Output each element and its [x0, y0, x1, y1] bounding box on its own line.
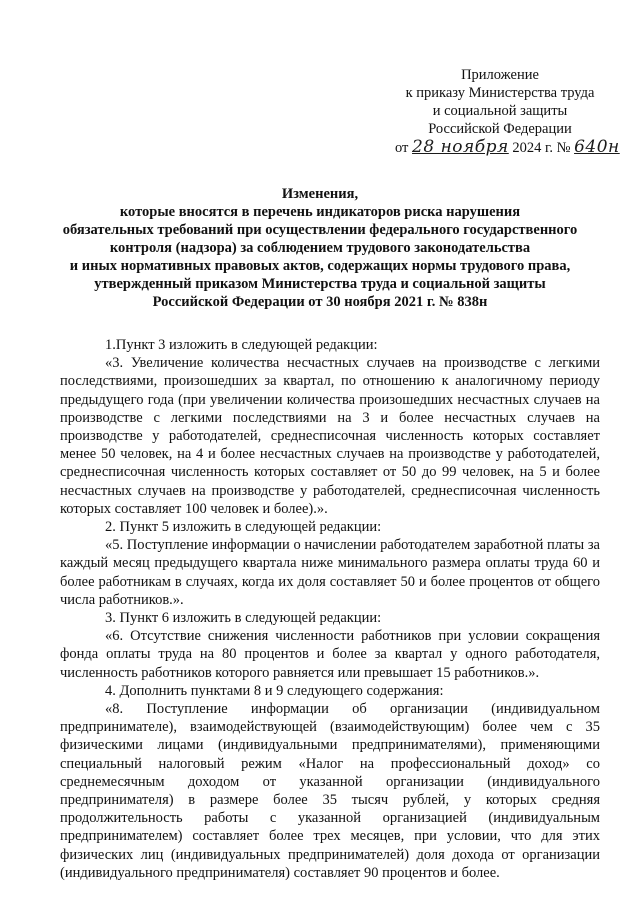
date-prefix: от — [395, 140, 409, 156]
title-line: которые вносятся в перечень индикаторов риска нарушения — [119, 204, 521, 220]
paragraph-item-2: 2. Пункт 5 изложить в следующей редакции: — [105, 519, 382, 536]
title-line: Изменения, — [281, 186, 359, 202]
appendix-line: Приложение — [461, 67, 539, 83]
order-date-line — [395, 137, 620, 157]
appendix-line: к приказу Министерства труда — [405, 85, 595, 101]
paragraph-item-1: 1.Пункт 3 изложить в следующей редакции: — [105, 337, 378, 353]
paragraph-text-3: «3. Увеличение количества несчастных случаев на производстве с легкими последствиями, произошедших за квартал, по отношению к аналогичному периоду предыдущего года (при увеличении количества произошедших несчастных случаев на производстве с легкими последствиями на 3 и более несчастных случаев на производстве у работодателей, среднесписочная численность которых составляет менее 50 человек, на 4 и более несчастных случаев на производстве у работодателей, среднесписочная численность которых составляет от 50 до 99 человек, на 5 и более несчастных случаев на производстве у работодателей, среднесписочная численность которых составляет 100 человек и более).». — [60, 355, 600, 517]
paragraph-text-8: «8. Поступление информации об организации (индивидуальном предпринимателе), взаимодействующей (взаимодействующим) более чем с 35 физическими лицами (индивидуальными предпринимателями), применяющими специальный налоговый режим «Налог на профессиональный доход» со среднемесячным доходом от указанной организации (индивидуального предпринимателя) в размере более 35 тысяч рублей, у которых средняя продолжительность работы с указанной организацией (индивидуальным предпринимателем) составляет более трех месяцев, при условии, что для этих физических лиц (индивидуальных предпринимателей) доля дохода от организации (индивидуального предпринимателя) составляет 90 процентов и более. — [60, 701, 600, 881]
appendix-line: Российской Федерации — [428, 121, 572, 137]
title-line: Российской Федерации от 30 ноября 2021 г. № 838н — [152, 294, 488, 310]
document-body — [60, 336, 600, 882]
paragraph-text-5: «5. Поступление информации о начислении работодателем заработной платы за каждый месяц предыдущего квартала ниже минимального размера оплаты труда 60 и более работникам в случаях, когда их доля составляет 50 и более процентов от общего числа работников.». — [60, 537, 600, 608]
title-line: утвержденный приказом Министерства труда и социальной защиты — [94, 276, 546, 292]
handwritten-order-number: 640н — [574, 137, 620, 157]
appendix-line: и социальной защиты — [432, 103, 568, 119]
appendix-header — [395, 66, 620, 157]
year-text: 2024 г. № — [512, 140, 571, 156]
handwritten-date: 28 ноября — [412, 137, 509, 157]
title-line: контроля (надзора) за соблюдением трудового законодательства — [109, 240, 531, 256]
title-line: обязательных требований при осуществлении федерального государственного — [62, 222, 578, 238]
document-title — [60, 185, 580, 311]
title-line: и иных нормативных правовых актов, содержащих нормы трудового права, — [69, 258, 571, 274]
paragraph-item-4: 4. Дополнить пунктами 8 и 9 следующего содержания: — [105, 682, 444, 699]
paragraph-item-3: 3. Пункт 6 изложить в следующей редакции: — [105, 610, 382, 627]
paragraph-text-6: «6. Отсутствие снижения численности работников при условии сокращения фонда оплаты труда на 80 процентов и более за квартал у одного работодателя, численность работников которого равняется или превышает 15 работников.». — [60, 628, 600, 681]
